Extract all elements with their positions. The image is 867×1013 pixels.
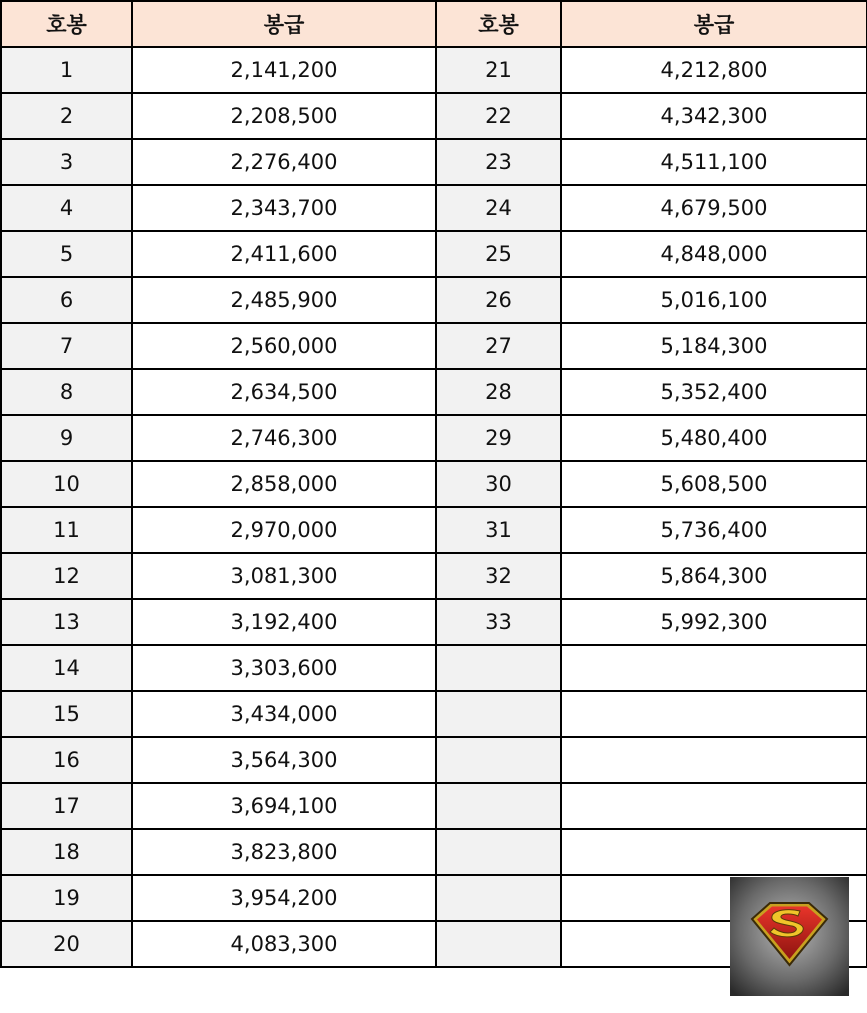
salary-cell: 2,970,000 [132,507,436,553]
salary-cell: 4,212,800 [561,47,867,93]
salary-cell: 5,016,100 [561,277,867,323]
salary-cell: 5,480,400 [561,415,867,461]
table-body [1,47,867,967]
step-cell: 29 [436,415,561,461]
step-cell [436,829,561,875]
table-row [1,323,867,369]
table-row [1,507,867,553]
step-cell: 31 [436,507,561,553]
step-cell: 2 [1,93,132,139]
salary-cell: 5,184,300 [561,323,867,369]
salary-cell: 4,342,300 [561,93,867,139]
salary-cell: 5,736,400 [561,507,867,553]
table-row [1,369,867,415]
step-cell [436,783,561,829]
step-cell: 20 [1,921,132,967]
step-cell: 11 [1,507,132,553]
header-step-left: 호봉 [1,1,132,47]
salary-cell [561,645,867,691]
salary-cell: 2,343,700 [132,185,436,231]
table-row [1,691,867,737]
step-cell: 14 [1,645,132,691]
step-cell: 5 [1,231,132,277]
step-cell: 3 [1,139,132,185]
table-row [1,599,867,645]
header-row [1,1,867,47]
salary-cell: 4,679,500 [561,185,867,231]
step-cell: 16 [1,737,132,783]
salary-cell: 2,411,600 [132,231,436,277]
step-cell: 4 [1,185,132,231]
table-row [1,415,867,461]
step-cell: 17 [1,783,132,829]
table-row [1,829,867,875]
salary-cell: 4,083,300 [132,921,436,967]
salary-cell: 5,864,300 [561,553,867,599]
table-row [1,277,867,323]
table-row [1,231,867,277]
table-row [1,553,867,599]
step-cell: 15 [1,691,132,737]
step-cell: 32 [436,553,561,599]
step-cell: 8 [1,369,132,415]
step-cell [436,737,561,783]
header-salary-right: 봉급 [561,1,867,47]
step-cell: 24 [436,185,561,231]
header-salary-left: 봉급 [132,1,436,47]
salary-cell: 2,746,300 [132,415,436,461]
salary-cell: 2,560,000 [132,323,436,369]
step-cell: 30 [436,461,561,507]
salary-cell: 4,848,000 [561,231,867,277]
salary-cell: 3,434,000 [132,691,436,737]
step-cell: 33 [436,599,561,645]
table-row [1,93,867,139]
salary-cell: 2,858,000 [132,461,436,507]
step-cell: 27 [436,323,561,369]
salary-cell: 3,823,800 [132,829,436,875]
salary-cell: 5,608,500 [561,461,867,507]
step-cell: 10 [1,461,132,507]
table-row [1,783,867,829]
table-row [1,47,867,93]
salary-cell: 3,081,300 [132,553,436,599]
step-cell: 12 [1,553,132,599]
step-cell: 6 [1,277,132,323]
salary-cell: 3,954,200 [132,875,436,921]
superman-logo [730,877,849,996]
salary-cell: 5,352,400 [561,369,867,415]
step-cell: 19 [1,875,132,921]
salary-cell: 3,694,100 [132,783,436,829]
salary-cell: 2,208,500 [132,93,436,139]
salary-cell: 3,303,600 [132,645,436,691]
step-cell [436,691,561,737]
salary-cell [561,737,867,783]
table-row [1,645,867,691]
step-cell: 25 [436,231,561,277]
step-cell [436,645,561,691]
salary-cell: 5,992,300 [561,599,867,645]
salary-cell: 4,511,100 [561,139,867,185]
superman-shield-icon [730,877,849,996]
step-cell: 28 [436,369,561,415]
salary-cell [561,783,867,829]
salary-cell: 3,564,300 [132,737,436,783]
step-cell [436,875,561,921]
step-cell: 1 [1,47,132,93]
table-row [1,461,867,507]
salary-cell [561,691,867,737]
step-cell: 18 [1,829,132,875]
header-step-right: 호봉 [436,1,561,47]
salary-cell: 2,634,500 [132,369,436,415]
table-row [1,737,867,783]
step-cell: 23 [436,139,561,185]
table-row [1,185,867,231]
salary-cell: 2,276,400 [132,139,436,185]
step-cell: 22 [436,93,561,139]
step-cell: 26 [436,277,561,323]
table-row [1,139,867,185]
salary-cell: 3,192,400 [132,599,436,645]
step-cell: 21 [436,47,561,93]
step-cell: 9 [1,415,132,461]
step-cell [436,921,561,967]
salary-cell [561,829,867,875]
salary-cell: 2,141,200 [132,47,436,93]
step-cell: 13 [1,599,132,645]
salary-cell: 2,485,900 [132,277,436,323]
step-cell: 7 [1,323,132,369]
